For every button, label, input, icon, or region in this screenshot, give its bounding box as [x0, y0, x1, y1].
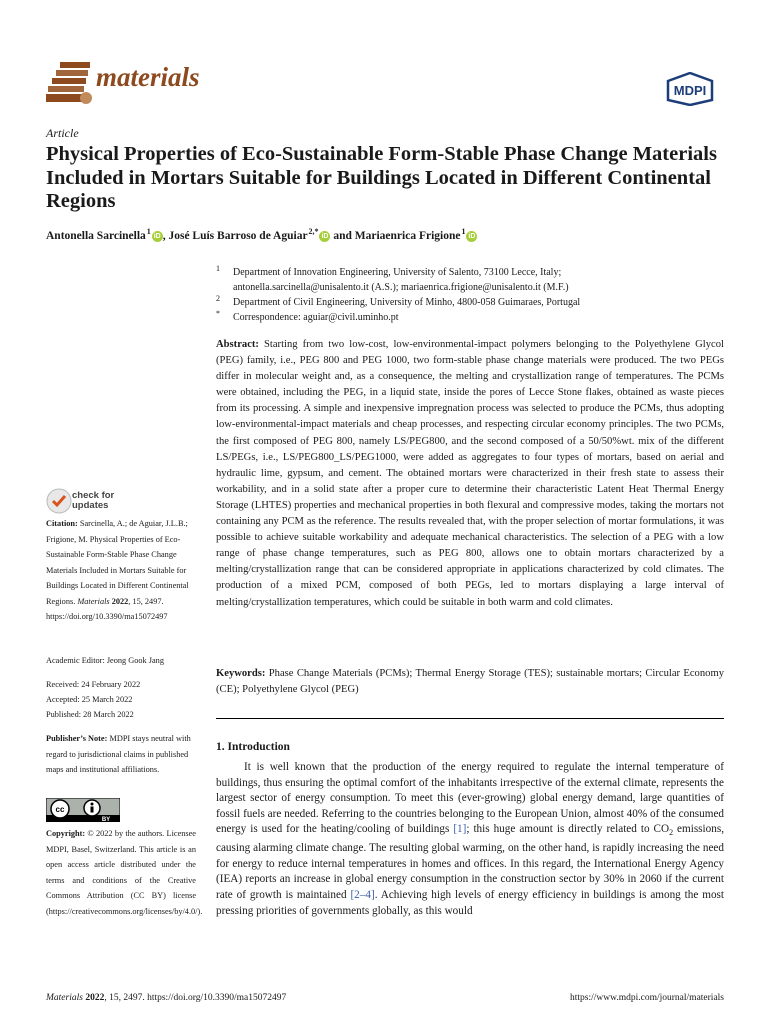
author-name: José Luís Barroso de Aguiar: [168, 229, 308, 242]
journal-name: materials: [96, 62, 200, 92]
check-for-updates-label[interactable]: check for updates: [72, 490, 115, 511]
author-name: Mariaenrica Frigione: [354, 229, 461, 242]
keywords-label: Keywords:: [216, 668, 266, 679]
introduction-paragraph: It is well known that the production of the energy required to regulate the internal temperature of buildings, thus ensuring the optimal comfort of the inhabitants irrespective of the external climate, represents the largest sector of energy consumption. To meet this (ever-growing) global energy demand, large quantities of fossil fuels are needed. Referring to the countries belonging to the European Union, almost 40% of the consumed energy is used for the heating/cooling of buildings [1]; this huge amount is directly related to $CO_2$ emissions, causing alarming climate change. The resulting global warming, on the other hand, is rapidly increasing the need for energy to reduce internal temperatures in homes and offices. In this regard, the International Energy Agency (IEA) reports an increase in global energy consumption in the construction sector by 30% in 2060 if the current rate of growth is maintained [2–4]. Achieving high levels of energy efficiency in buildings is among the most pressing priorities of governments globally, as this would: [216, 761, 724, 917]
footer-citation: Materials 2022, 15, 2497. https://doi.org/10.3390/ma15072497: [46, 993, 287, 1003]
affiliation-text: Department of Innovation Engineering, University of Salento, 73100 Lecce, Italy;: [233, 267, 562, 278]
publisher-note: Publisher’s Note: MDPI stays neutral with regard to jurisdictional claims in published maps and institutional affiliations.: [46, 734, 191, 774]
citation-link[interactable]: [2–4]: [350, 888, 375, 901]
published-date: Published: 28 March 2022: [46, 710, 134, 719]
correspondence: Correspondence: aguiar@civil.uminho.pt: [233, 312, 399, 323]
svg-text:BY: BY: [101, 817, 111, 822]
received-date: Received: 24 February 2022: [46, 680, 141, 689]
copyright-notice: Copyright: © 2022 by the authors. Licensee MDPI, Basel, Switzerland. This article is an open access article distributed under the terms and conditions of the Creative Commons Attribution (CC BY) license (https://creativecommons.org/licenses/by/4.0/).: [46, 829, 203, 916]
author-name: Antonella Sarcinella: [46, 229, 146, 242]
citation-block: Citation: Sarcinella, A.; de Aguiar, J.L.B.; Frigione, M. Physical Properties of Eco-Sustainable Form-Stable Phase Change Materials Included in Mortars Suitable for Buildings Located in Different Continental Regions. Materials 2022, 15, 2497. https://doi.org/10.3390/ma15072497: [46, 519, 189, 621]
abstract: [216, 337, 724, 611]
author-affil-marker: 1: [461, 227, 466, 236]
mdpi-logo-icon: [666, 72, 714, 106]
affiliation-text: Department of Civil Engineering, University of Minho, 4800-058 Guimaraes, Portugal: [233, 297, 581, 308]
footer-journal-url[interactable]: https://www.mdpi.com/journal/materials: [570, 993, 724, 1003]
svg-text:cc: cc: [55, 805, 65, 814]
abstract-text: Starting from two low-cost, low-environmental-impact polymers belonging to the Polyethylene Glycol (PEG) family, i.e., PEG 800 and PEG 1000, two form-stable phase change materials were produced. The two PEGs differ in molecular weight and, as a consequence, the melting and crystallization range of temperatures. The PCMs were obtained, including the PEG, in a liquid state, inside the pores of Lecce Stone flakes, obtained as waste pieces from its processing. A simple and inexpensive impregnation process was selected to produce the PCMs, thus adopting low-environmental-impact materials and cheap processes, and respecting circular economy principles. The two PCMs, the first composed of PEG 800, namely LS/PEG800, and the second composed of a 50/50%wt. mix of the different LS/PEGs, i.e., LS/PEG800_LS/PEG1000, were added as aggregates to four types of mortars, based on aerial and hydraulic lime, gypsum, and cement. The obtained mortars were characterized in their fresh state to assess their workability, and in a solid state after a proper cure to determine their characteristic Latent Heat Thermal Energy Storage (LHTES) properties and mechanical properties in both flexural and compressive modes, taking the mortars not containing any PCM as the reference. The results revealed that, with the proper selection of mortar formulations, it was possible to achieve suitable workability and adequate mechanical characteristics. The selection of a PEG with a low range of phase change temperatures, such as PEG 800, allows one to obtain mortars characterized by a melting/crystallization range that can be considered appropriate in applications characterized by cold climates. The production of a mixed PCM, composed of both PEGs, led to mortars displaying a large interval of melting/crystallization temperatures, which could be suitable in both warm and cold climates.: [216, 339, 724, 608]
orcid-icon[interactable]: iD: [153, 232, 161, 240]
abstract-label: Abstract:: [216, 339, 259, 350]
orcid-icon[interactable]: iD: [321, 232, 329, 240]
affiliation-emails: antonella.sarcinella@unisalento.it (A.S.); mariaenrica.frigione@unisalento.it (M.F.): [233, 282, 569, 293]
affiliation-marker: 2: [216, 294, 220, 303]
accepted-date: Accepted: 25 March 2022: [46, 695, 133, 704]
author-affil-marker: 2,*: [308, 227, 319, 236]
author-affil-marker: 1: [146, 227, 151, 236]
publisher-name: MDPI: [673, 83, 707, 98]
keywords-text: Phase Change Materials (PCMs); Thermal Energy Storage (TES); sustainable mortars; Circular Economy (CE); Polyethylene Glycol (PEG): [216, 668, 724, 696]
author-list: Antonella Sarcinella $^1$ iD , José Luís Barroso de Aguiar $^{2,*}$ iD and Mariaenrica Frigione $^1$ iD: [46, 227, 476, 242]
academic-editor: Academic Editor: Jeong Gook Jang: [46, 656, 164, 665]
paper-title: Physical Properties of Eco-Sustainable Form-Stable Phase Change Materials Included in Mortars Suitable for Buildings Located in Different Continental Regions: [46, 143, 717, 212]
section-heading: 1. Introduction: [216, 741, 290, 753]
affiliation-marker: 1: [216, 264, 220, 273]
check-for-updates-icon[interactable]: [46, 488, 72, 514]
keywords: [216, 666, 724, 698]
section-divider: [216, 718, 724, 719]
orcid-icon[interactable]: iD: [468, 232, 476, 240]
citation-link[interactable]: [1]: [453, 823, 467, 836]
article-type: Article: [46, 126, 79, 140]
affiliation-marker: *: [216, 309, 220, 318]
journal-logo-icon: [46, 60, 94, 106]
cc-by-license-icon[interactable]: [46, 798, 120, 822]
